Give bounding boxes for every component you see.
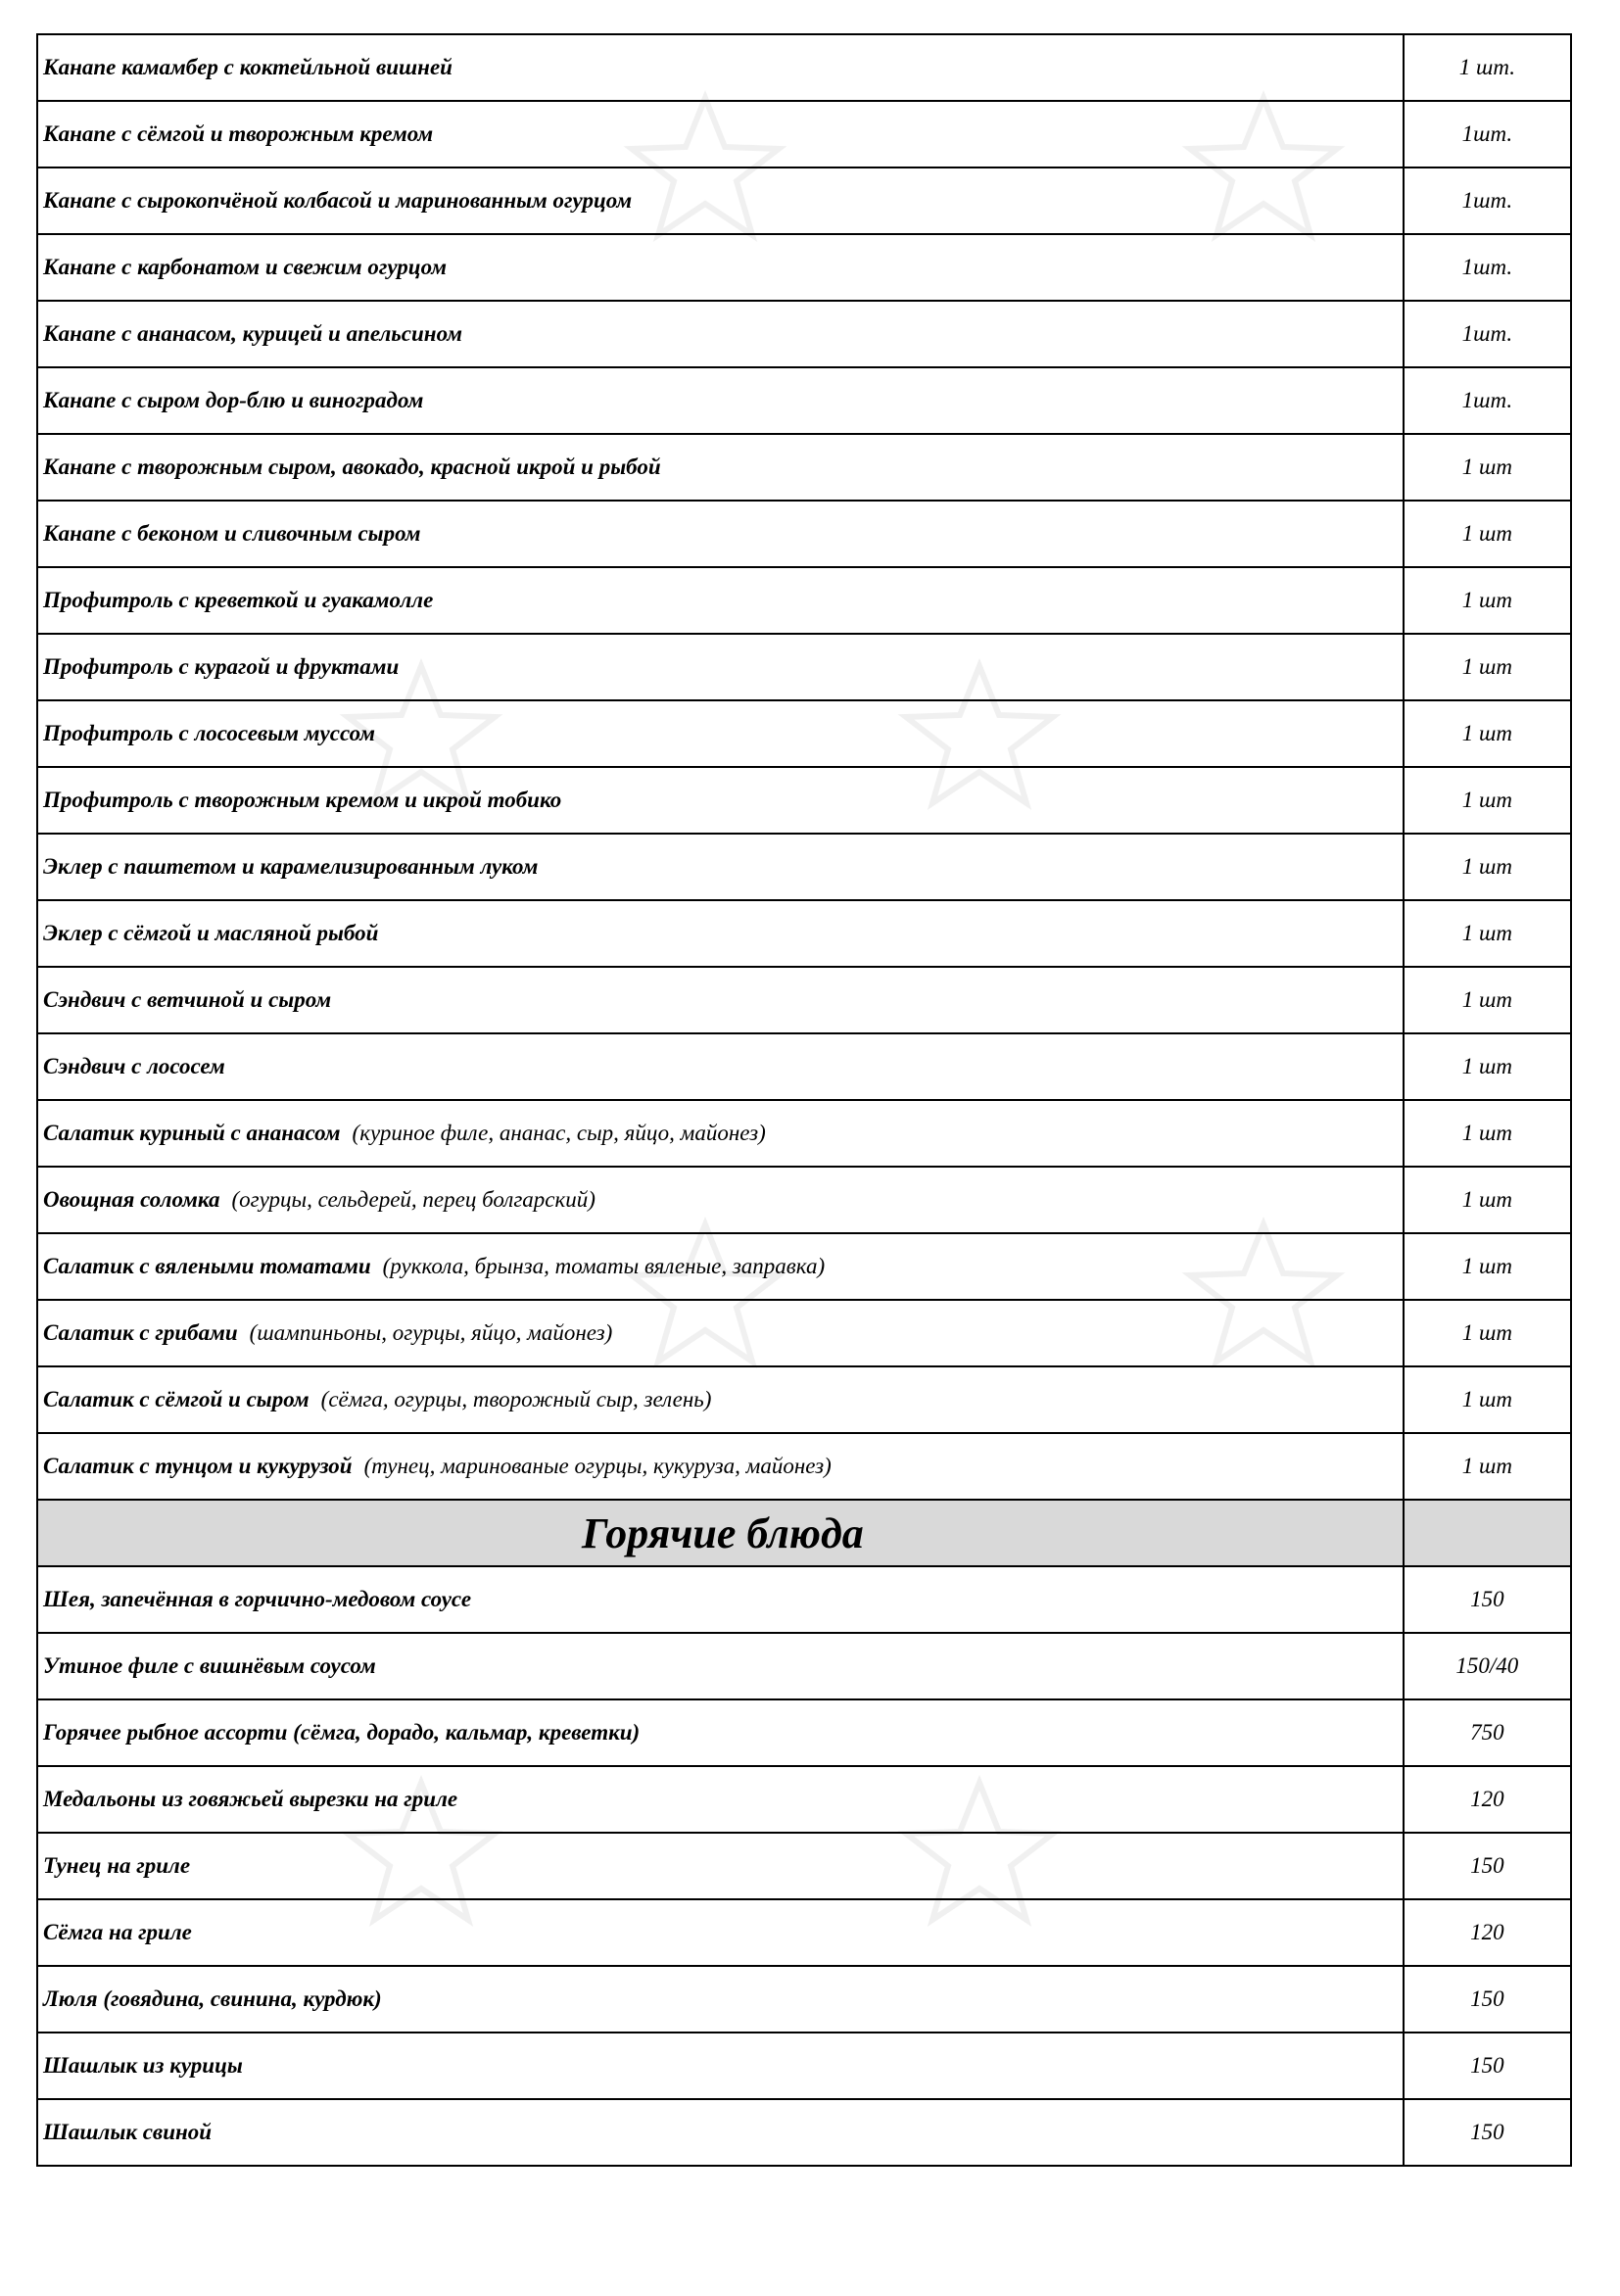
item-name-cell [37,1566,1404,1633]
hot-items-body [37,1566,1571,2166]
item-name-cell [37,1100,1404,1167]
item-name: Салатик куриный с ананасом [43,1121,341,1145]
item-name: Эклер с сёмгой и масляной рыбой [43,921,379,945]
menu-row [37,1633,1571,1699]
item-name: Салатик с грибами [43,1320,238,1345]
menu-row [37,567,1571,634]
item-name-cell [37,834,1404,900]
item-name-cell [37,2033,1404,2099]
menu-row [37,834,1571,900]
item-name: Шашлык из курицы [43,2053,243,2078]
item-portion: 1 шт [1404,767,1571,834]
item-name: Канапе с сёмгой и творожным кремом [43,121,434,146]
item-name-cell [37,634,1404,700]
cold-items-body [37,34,1571,1500]
menu-row [37,967,1571,1033]
item-name-cell [37,567,1404,634]
menu-row [37,1100,1571,1167]
item-name-cell [37,1966,1404,2033]
item-name-cell [37,1300,1404,1366]
item-name: Шея, запечённая в горчично-медовом соусе [43,1587,472,1611]
item-portion: 1 шт [1404,567,1571,634]
item-name: Профитроль с курагой и фруктами [43,654,400,679]
item-portion: 150 [1404,1966,1571,2033]
item-name: Люля (говядина, свинина, курдюк) [43,1986,382,2011]
menu-row [37,1766,1571,1833]
item-portion: 150 [1404,2099,1571,2166]
menu-row [37,1699,1571,1766]
item-description: (шампиньоны, огурцы, яйцо, майонез) [249,1320,613,1345]
menu-row [37,234,1571,301]
menu-row [37,101,1571,167]
item-name-cell [37,767,1404,834]
item-name-cell [37,301,1404,367]
item-portion: 1 шт [1404,700,1571,767]
item-portion: 1 шт [1404,1100,1571,1167]
menu-row [37,700,1571,767]
item-name: Салатик с тунцом и кукурузой [43,1454,353,1478]
item-portion: 150 [1404,1833,1571,1899]
item-name: Профитроль с лососевым муссом [43,721,375,745]
item-name-cell [37,2099,1404,2166]
item-portion: 1шт. [1404,301,1571,367]
section-title: Горячие блюда [37,1500,1404,1566]
item-portion: 1 шт [1404,900,1571,967]
item-name: Медальоны из говяжьей вырезки на гриле [43,1787,458,1811]
item-portion: 1шт. [1404,167,1571,234]
item-portion: 1шт. [1404,367,1571,434]
menu-row [37,434,1571,501]
item-name: Профитроль с творожным кремом и икрой тобико [43,788,562,812]
item-name: Сэндвич с лососем [43,1054,225,1078]
menu-row [37,1433,1571,1500]
item-name: Канапе с творожным сыром, авокадо, красной икрой и рыбой [43,454,661,479]
item-name-cell [37,700,1404,767]
item-name: Салатик с вялеными томатами [43,1254,371,1278]
menu-row [37,501,1571,567]
menu-row [37,634,1571,700]
item-description: (тунец, маринованые огурцы, кукуруза, майонез) [363,1454,832,1478]
item-name-cell [37,1833,1404,1899]
item-name: Сёмга на гриле [43,1920,192,1944]
item-portion: 750 [1404,1699,1571,1766]
item-name: Тунец на гриле [43,1853,191,1878]
menu-row [37,1833,1571,1899]
item-name-cell [37,1366,1404,1433]
section-qty-cell [1404,1500,1571,1566]
menu-row [37,167,1571,234]
item-portion: 1 шт [1404,834,1571,900]
item-portion: 120 [1404,1899,1571,1966]
item-name-cell [37,1233,1404,1300]
item-name-cell [37,1167,1404,1233]
item-name-cell [37,1433,1404,1500]
menu-row [37,900,1571,967]
item-portion: 1 шт [1404,1167,1571,1233]
item-name-cell [37,1033,1404,1100]
item-portion: 1 шт [1404,1233,1571,1300]
item-name-cell [37,101,1404,167]
item-name-cell [37,900,1404,967]
item-portion: 1 шт. [1404,34,1571,101]
item-name: Профитроль с креветкой и гуакамолле [43,588,434,612]
menu-row [37,1366,1571,1433]
item-portion: 150 [1404,1566,1571,1633]
item-name: Утиное филе с вишнёвым соусом [43,1653,376,1678]
menu-row [37,767,1571,834]
item-name-cell [37,1633,1404,1699]
menu-row [37,2099,1571,2166]
section-row [37,1500,1571,1566]
item-name: Эклер с паштетом и карамелизированным луком [43,854,539,879]
item-name: Канапе с сыром дор-блю и виноградом [43,388,424,412]
menu-row [37,1899,1571,1966]
item-name-cell [37,501,1404,567]
menu-row [37,1233,1571,1300]
item-name: Канапе с беконом и сливочным сыром [43,521,421,546]
item-portion: 1 шт [1404,1033,1571,1100]
hot-section-header [37,1500,1571,1566]
menu-row [37,2033,1571,2099]
menu-row [37,1167,1571,1233]
item-name-cell [37,234,1404,301]
menu-table [36,33,1572,2167]
item-name: Канапе с карбонатом и свежим огурцом [43,255,447,279]
item-name-cell [37,367,1404,434]
item-name-cell [37,1699,1404,1766]
item-name-cell [37,167,1404,234]
item-portion: 1 шт [1404,1300,1571,1366]
item-name-cell [37,434,1404,501]
item-portion: 1шт. [1404,234,1571,301]
menu-row [37,34,1571,101]
item-portion: 1 шт [1404,434,1571,501]
menu-row [37,1966,1571,2033]
item-portion: 150 [1404,2033,1571,2099]
menu-row [37,367,1571,434]
item-portion: 1 шт [1404,967,1571,1033]
item-name: Овощная соломка [43,1187,220,1212]
menu-row [37,1033,1571,1100]
item-portion: 1 шт [1404,501,1571,567]
item-description: (огурцы, сельдерей, перец болгарский) [231,1187,596,1212]
item-name: Канапе с ананасом, курицей и апельсином [43,321,462,346]
menu-row [37,1300,1571,1366]
item-portion: 120 [1404,1766,1571,1833]
item-description: (куриное филе, ананас, сыр, яйцо, майонез) [352,1121,766,1145]
item-name: Горячее рыбное ассорти (сёмга, дорадо, кальмар, креветки) [43,1720,641,1745]
item-name-cell [37,1899,1404,1966]
item-name-cell [37,967,1404,1033]
item-name: Шашлык свиной [43,2120,213,2144]
menu-row [37,1566,1571,1633]
item-name: Сэндвич с ветчиной и сыром [43,987,332,1012]
item-portion: 150/40 [1404,1633,1571,1699]
item-portion: 1 шт [1404,1433,1571,1500]
item-description: (руккола, брынза, томаты вяленые, заправка) [382,1254,826,1278]
item-name: Салатик с сёмгой и сыром [43,1387,310,1411]
item-name: Канапе с сырокопчёной колбасой и маринованным огурцом [43,188,633,213]
item-name-cell [37,34,1404,101]
item-description: (сёмга, огурцы, творожный сыр, зелень) [320,1387,712,1411]
item-portion: 1 шт [1404,1366,1571,1433]
item-name: Канапе камамбер с коктейльной вишней [43,55,453,79]
item-portion: 1шт. [1404,101,1571,167]
menu-row [37,301,1571,367]
item-name-cell [37,1766,1404,1833]
item-portion: 1 шт [1404,634,1571,700]
